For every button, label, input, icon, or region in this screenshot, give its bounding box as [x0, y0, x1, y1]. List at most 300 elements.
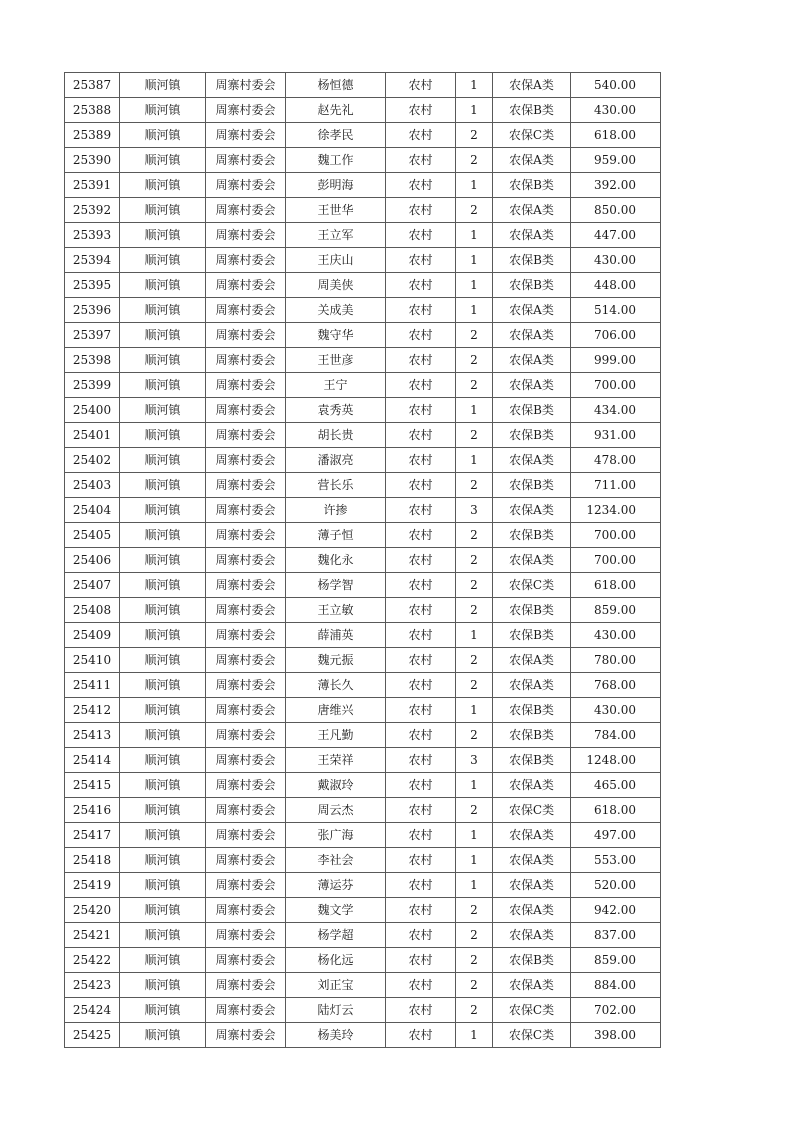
cell-amount: 520.00	[571, 873, 661, 898]
cell-town: 顺河镇	[120, 348, 206, 373]
cell-category: 农保C类	[493, 1023, 571, 1048]
cell-id: 25421	[65, 923, 120, 948]
cell-amount: 392.00	[571, 173, 661, 198]
cell-village: 周寨村委会	[206, 948, 286, 973]
cell-type: 农村	[386, 673, 456, 698]
cell-name: 张广海	[286, 823, 386, 848]
cell-amount: 859.00	[571, 598, 661, 623]
cell-village: 周寨村委会	[206, 98, 286, 123]
cell-name: 薄子恒	[286, 523, 386, 548]
table-row	[65, 673, 661, 698]
table-row	[65, 348, 661, 373]
cell-count: 2	[456, 523, 493, 548]
cell-village: 周寨村委会	[206, 323, 286, 348]
cell-type: 农村	[386, 348, 456, 373]
table-row	[65, 823, 661, 848]
cell-category: 农保B类	[493, 98, 571, 123]
cell-id: 25402	[65, 448, 120, 473]
cell-town: 顺河镇	[120, 998, 206, 1023]
cell-type: 农村	[386, 898, 456, 923]
cell-village: 周寨村委会	[206, 748, 286, 773]
cell-type: 农村	[386, 773, 456, 798]
cell-type: 农村	[386, 273, 456, 298]
cell-town: 顺河镇	[120, 973, 206, 998]
cell-village: 周寨村委会	[206, 973, 286, 998]
cell-type: 农村	[386, 1023, 456, 1048]
table-row	[65, 1023, 661, 1048]
cell-type: 农村	[386, 698, 456, 723]
cell-id: 25418	[65, 848, 120, 873]
cell-id: 25422	[65, 948, 120, 973]
cell-name: 杨学智	[286, 573, 386, 598]
table-row	[65, 323, 661, 348]
cell-name: 许掺	[286, 498, 386, 523]
table-row	[65, 148, 661, 173]
table-row	[65, 423, 661, 448]
table-row	[65, 798, 661, 823]
table-row	[65, 723, 661, 748]
cell-amount: 780.00	[571, 648, 661, 673]
cell-category: 农保C类	[493, 798, 571, 823]
cell-count: 2	[456, 923, 493, 948]
cell-count: 1	[456, 223, 493, 248]
cell-category: 农保A类	[493, 673, 571, 698]
cell-town: 顺河镇	[120, 898, 206, 923]
records-table-body	[65, 73, 661, 1048]
cell-type: 农村	[386, 423, 456, 448]
cell-name: 胡长贵	[286, 423, 386, 448]
cell-count: 2	[456, 148, 493, 173]
cell-name: 杨恒德	[286, 73, 386, 98]
cell-id: 25388	[65, 98, 120, 123]
table-row	[65, 998, 661, 1023]
table-row	[65, 498, 661, 523]
cell-type: 农村	[386, 98, 456, 123]
cell-category: 农保A类	[493, 223, 571, 248]
cell-type: 农村	[386, 548, 456, 573]
cell-town: 顺河镇	[120, 98, 206, 123]
cell-amount: 430.00	[571, 623, 661, 648]
cell-count: 2	[456, 723, 493, 748]
cell-village: 周寨村委会	[206, 398, 286, 423]
cell-type: 农村	[386, 998, 456, 1023]
cell-town: 顺河镇	[120, 148, 206, 173]
cell-id: 25414	[65, 748, 120, 773]
cell-name: 王立军	[286, 223, 386, 248]
cell-amount: 618.00	[571, 573, 661, 598]
cell-count: 2	[456, 948, 493, 973]
cell-count: 2	[456, 573, 493, 598]
table-row	[65, 898, 661, 923]
cell-amount: 434.00	[571, 398, 661, 423]
cell-town: 顺河镇	[120, 298, 206, 323]
cell-count: 1	[456, 873, 493, 898]
cell-category: 农保B类	[493, 248, 571, 273]
cell-count: 2	[456, 473, 493, 498]
cell-name: 魏守华	[286, 323, 386, 348]
cell-amount: 448.00	[571, 273, 661, 298]
cell-amount: 540.00	[571, 73, 661, 98]
cell-village: 周寨村委会	[206, 523, 286, 548]
cell-amount: 711.00	[571, 473, 661, 498]
cell-town: 顺河镇	[120, 373, 206, 398]
cell-town: 顺河镇	[120, 573, 206, 598]
cell-count: 3	[456, 498, 493, 523]
cell-village: 周寨村委会	[206, 773, 286, 798]
cell-village: 周寨村委会	[206, 123, 286, 148]
cell-category: 农保B类	[493, 623, 571, 648]
cell-village: 周寨村委会	[206, 873, 286, 898]
cell-amount: 702.00	[571, 998, 661, 1023]
cell-type: 农村	[386, 323, 456, 348]
cell-amount: 700.00	[571, 373, 661, 398]
cell-id: 25398	[65, 348, 120, 373]
cell-name: 彭明海	[286, 173, 386, 198]
cell-name: 戴淑玲	[286, 773, 386, 798]
cell-town: 顺河镇	[120, 948, 206, 973]
cell-village: 周寨村委会	[206, 623, 286, 648]
cell-name: 魏工作	[286, 148, 386, 173]
cell-count: 1	[456, 248, 493, 273]
cell-category: 农保C类	[493, 573, 571, 598]
cell-category: 农保A类	[493, 848, 571, 873]
cell-amount: 700.00	[571, 548, 661, 573]
table-row	[65, 373, 661, 398]
cell-type: 农村	[386, 173, 456, 198]
cell-amount: 884.00	[571, 973, 661, 998]
cell-id: 25425	[65, 1023, 120, 1048]
cell-id: 25391	[65, 173, 120, 198]
cell-id: 25403	[65, 473, 120, 498]
cell-village: 周寨村委会	[206, 798, 286, 823]
table-row	[65, 298, 661, 323]
cell-category: 农保A类	[493, 823, 571, 848]
cell-amount: 447.00	[571, 223, 661, 248]
cell-category: 农保B类	[493, 748, 571, 773]
cell-name: 魏文学	[286, 898, 386, 923]
cell-type: 农村	[386, 848, 456, 873]
cell-id: 25412	[65, 698, 120, 723]
table-row	[65, 873, 661, 898]
cell-count: 2	[456, 973, 493, 998]
cell-town: 顺河镇	[120, 423, 206, 448]
table-row	[65, 923, 661, 948]
cell-town: 顺河镇	[120, 498, 206, 523]
cell-amount: 1248.00	[571, 748, 661, 773]
cell-type: 农村	[386, 573, 456, 598]
cell-count: 1	[456, 848, 493, 873]
cell-name: 陆灯云	[286, 998, 386, 1023]
cell-town: 顺河镇	[120, 73, 206, 98]
cell-category: 农保A类	[493, 198, 571, 223]
cell-type: 农村	[386, 923, 456, 948]
cell-count: 1	[456, 173, 493, 198]
table-row	[65, 123, 661, 148]
cell-type: 农村	[386, 373, 456, 398]
table-row	[65, 473, 661, 498]
cell-type: 农村	[386, 598, 456, 623]
cell-name: 杨美玲	[286, 1023, 386, 1048]
cell-category: 农保A类	[493, 548, 571, 573]
table-row	[65, 598, 661, 623]
cell-name: 王庆山	[286, 248, 386, 273]
cell-name: 王立敏	[286, 598, 386, 623]
cell-count: 1	[456, 773, 493, 798]
cell-name: 薄运芬	[286, 873, 386, 898]
cell-village: 周寨村委会	[206, 673, 286, 698]
cell-village: 周寨村委会	[206, 923, 286, 948]
cell-village: 周寨村委会	[206, 848, 286, 873]
cell-type: 农村	[386, 398, 456, 423]
table-row	[65, 948, 661, 973]
cell-amount: 465.00	[571, 773, 661, 798]
cell-type: 农村	[386, 748, 456, 773]
cell-id: 25417	[65, 823, 120, 848]
cell-category: 农保A类	[493, 448, 571, 473]
cell-name: 营长乐	[286, 473, 386, 498]
cell-category: 农保A类	[493, 973, 571, 998]
cell-type: 农村	[386, 473, 456, 498]
table-row	[65, 98, 661, 123]
cell-amount: 398.00	[571, 1023, 661, 1048]
cell-category: 农保A类	[493, 873, 571, 898]
cell-amount: 706.00	[571, 323, 661, 348]
table-row	[65, 223, 661, 248]
cell-amount: 497.00	[571, 823, 661, 848]
cell-type: 农村	[386, 973, 456, 998]
cell-type: 农村	[386, 823, 456, 848]
cell-village: 周寨村委会	[206, 723, 286, 748]
cell-name: 周美侠	[286, 273, 386, 298]
cell-town: 顺河镇	[120, 548, 206, 573]
cell-amount: 859.00	[571, 948, 661, 973]
cell-type: 农村	[386, 798, 456, 823]
cell-name: 王荣祥	[286, 748, 386, 773]
cell-id: 25389	[65, 123, 120, 148]
cell-town: 顺河镇	[120, 198, 206, 223]
cell-category: 农保B类	[493, 398, 571, 423]
cell-town: 顺河镇	[120, 173, 206, 198]
cell-amount: 700.00	[571, 523, 661, 548]
cell-village: 周寨村委会	[206, 898, 286, 923]
cell-amount: 618.00	[571, 123, 661, 148]
cell-id: 25400	[65, 398, 120, 423]
cell-name: 王世华	[286, 198, 386, 223]
cell-town: 顺河镇	[120, 623, 206, 648]
cell-id: 25387	[65, 73, 120, 98]
cell-name: 杨化远	[286, 948, 386, 973]
cell-category: 农保A类	[493, 148, 571, 173]
cell-village: 周寨村委会	[206, 73, 286, 98]
cell-category: 农保C类	[493, 998, 571, 1023]
cell-category: 农保B类	[493, 598, 571, 623]
cell-village: 周寨村委会	[206, 823, 286, 848]
table-row	[65, 73, 661, 98]
records-table	[64, 72, 661, 1048]
cell-category: 农保B类	[493, 723, 571, 748]
cell-type: 农村	[386, 648, 456, 673]
cell-count: 2	[456, 798, 493, 823]
table-row	[65, 648, 661, 673]
cell-count: 1	[456, 698, 493, 723]
cell-id: 25399	[65, 373, 120, 398]
cell-amount: 430.00	[571, 248, 661, 273]
cell-count: 2	[456, 373, 493, 398]
cell-town: 顺河镇	[120, 773, 206, 798]
table-row	[65, 398, 661, 423]
cell-village: 周寨村委会	[206, 473, 286, 498]
cell-count: 2	[456, 673, 493, 698]
cell-category: 农保A类	[493, 323, 571, 348]
table-row	[65, 773, 661, 798]
cell-village: 周寨村委会	[206, 423, 286, 448]
cell-name: 王凡勤	[286, 723, 386, 748]
cell-name: 徐孝民	[286, 123, 386, 148]
cell-village: 周寨村委会	[206, 373, 286, 398]
cell-id: 25395	[65, 273, 120, 298]
cell-name: 魏元振	[286, 648, 386, 673]
cell-town: 顺河镇	[120, 698, 206, 723]
cell-amount: 478.00	[571, 448, 661, 473]
cell-category: 农保B类	[493, 473, 571, 498]
cell-village: 周寨村委会	[206, 698, 286, 723]
cell-name: 潘淑亮	[286, 448, 386, 473]
table-row	[65, 623, 661, 648]
cell-village: 周寨村委会	[206, 198, 286, 223]
cell-name: 薄长久	[286, 673, 386, 698]
cell-amount: 931.00	[571, 423, 661, 448]
cell-category: 农保C类	[493, 123, 571, 148]
cell-id: 25392	[65, 198, 120, 223]
cell-type: 农村	[386, 723, 456, 748]
cell-type: 农村	[386, 873, 456, 898]
cell-category: 农保A类	[493, 348, 571, 373]
table-row	[65, 198, 661, 223]
cell-village: 周寨村委会	[206, 648, 286, 673]
cell-village: 周寨村委会	[206, 273, 286, 298]
cell-count: 2	[456, 348, 493, 373]
cell-name: 周云杰	[286, 798, 386, 823]
cell-id: 25390	[65, 148, 120, 173]
cell-id: 25416	[65, 798, 120, 823]
cell-village: 周寨村委会	[206, 498, 286, 523]
cell-amount: 959.00	[571, 148, 661, 173]
cell-town: 顺河镇	[120, 873, 206, 898]
cell-id: 25408	[65, 598, 120, 623]
cell-id: 25401	[65, 423, 120, 448]
cell-amount: 942.00	[571, 898, 661, 923]
cell-amount: 850.00	[571, 198, 661, 223]
cell-count: 1	[456, 398, 493, 423]
cell-amount: 514.00	[571, 298, 661, 323]
cell-category: 农保A类	[493, 648, 571, 673]
cell-village: 周寨村委会	[206, 223, 286, 248]
cell-name: 杨学超	[286, 923, 386, 948]
table-row	[65, 698, 661, 723]
cell-name: 薛浦英	[286, 623, 386, 648]
cell-village: 周寨村委会	[206, 248, 286, 273]
cell-town: 顺河镇	[120, 823, 206, 848]
cell-id: 25411	[65, 673, 120, 698]
cell-count: 1	[456, 1023, 493, 1048]
cell-id: 25404	[65, 498, 120, 523]
cell-amount: 618.00	[571, 798, 661, 823]
table-row	[65, 973, 661, 998]
cell-count: 1	[456, 298, 493, 323]
cell-id: 25413	[65, 723, 120, 748]
cell-category: 农保A类	[493, 73, 571, 98]
cell-village: 周寨村委会	[206, 598, 286, 623]
table-row	[65, 848, 661, 873]
cell-amount: 553.00	[571, 848, 661, 873]
cell-town: 顺河镇	[120, 848, 206, 873]
cell-count: 2	[456, 998, 493, 1023]
table-row	[65, 273, 661, 298]
cell-count: 2	[456, 123, 493, 148]
cell-amount: 999.00	[571, 348, 661, 373]
cell-type: 农村	[386, 198, 456, 223]
cell-id: 25407	[65, 573, 120, 598]
cell-count: 2	[456, 198, 493, 223]
cell-id: 25423	[65, 973, 120, 998]
cell-name: 袁秀英	[286, 398, 386, 423]
table-row	[65, 548, 661, 573]
cell-category: 农保A类	[493, 373, 571, 398]
cell-name: 王世彦	[286, 348, 386, 373]
cell-category: 农保B类	[493, 698, 571, 723]
cell-category: 农保A类	[493, 298, 571, 323]
cell-village: 周寨村委会	[206, 348, 286, 373]
cell-id: 25410	[65, 648, 120, 673]
cell-count: 2	[456, 423, 493, 448]
cell-count: 1	[456, 623, 493, 648]
cell-town: 顺河镇	[120, 448, 206, 473]
cell-type: 农村	[386, 298, 456, 323]
table-row	[65, 173, 661, 198]
cell-category: 农保A类	[493, 773, 571, 798]
cell-id: 25394	[65, 248, 120, 273]
cell-type: 农村	[386, 623, 456, 648]
cell-amount: 1234.00	[571, 498, 661, 523]
cell-count: 2	[456, 323, 493, 348]
cell-amount: 768.00	[571, 673, 661, 698]
cell-town: 顺河镇	[120, 748, 206, 773]
cell-id: 25406	[65, 548, 120, 573]
cell-amount: 430.00	[571, 698, 661, 723]
cell-town: 顺河镇	[120, 598, 206, 623]
cell-town: 顺河镇	[120, 673, 206, 698]
cell-town: 顺河镇	[120, 723, 206, 748]
cell-count: 2	[456, 898, 493, 923]
table-row	[65, 448, 661, 473]
cell-village: 周寨村委会	[206, 298, 286, 323]
cell-count: 1	[456, 98, 493, 123]
cell-town: 顺河镇	[120, 648, 206, 673]
cell-name: 刘正宝	[286, 973, 386, 998]
table-row	[65, 573, 661, 598]
cell-type: 农村	[386, 948, 456, 973]
cell-village: 周寨村委会	[206, 548, 286, 573]
cell-id: 25393	[65, 223, 120, 248]
cell-name: 唐维兴	[286, 698, 386, 723]
cell-count: 1	[456, 73, 493, 98]
cell-town: 顺河镇	[120, 323, 206, 348]
cell-category: 农保B类	[493, 273, 571, 298]
cell-town: 顺河镇	[120, 398, 206, 423]
cell-count: 3	[456, 748, 493, 773]
cell-id: 25409	[65, 623, 120, 648]
cell-type: 农村	[386, 123, 456, 148]
